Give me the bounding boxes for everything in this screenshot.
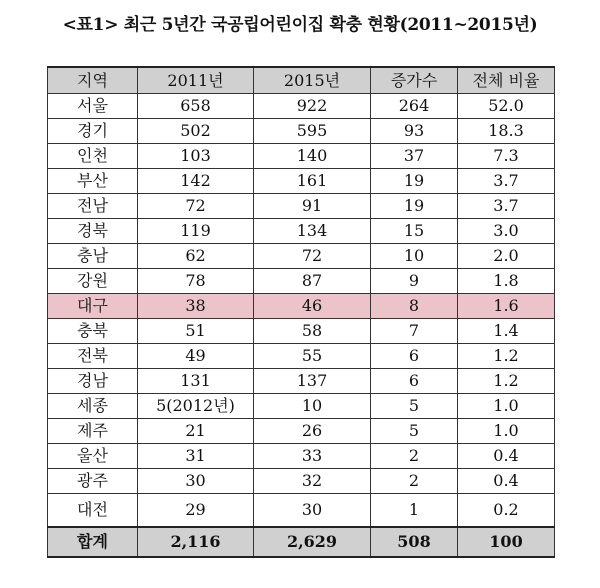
value-2011-cell: 502 [138,119,254,144]
share-cell: 1.2 [458,369,555,394]
header-row [48,67,555,94]
value-2015-cell: 137 [254,369,371,394]
value-2011-cell: 62 [138,244,254,269]
table-row [48,419,555,444]
value-2011-cell: 51 [138,319,254,344]
region-cell: 대전 [48,494,138,528]
increase-cell: 8 [371,294,458,319]
table-row [48,219,555,244]
increase-cell: 6 [371,344,458,369]
value-2011-cell: 30 [138,469,254,494]
total-label: 합계 [48,527,138,557]
share-cell: 1.8 [458,269,555,294]
value-2015-cell: 595 [254,119,371,144]
facility-expansion-table [47,66,555,558]
increase-cell: 6 [371,369,458,394]
value-2011-cell: 31 [138,444,254,469]
value-2011-cell: 49 [138,344,254,369]
table-row [48,144,555,169]
value-2015-cell: 72 [254,244,371,269]
region-cell: 전북 [48,344,138,369]
increase-cell: 9 [371,269,458,294]
region-cell: 강원 [48,269,138,294]
table-row [48,344,555,369]
header-region: 지역 [48,67,138,94]
value-2015-cell: 32 [254,469,371,494]
table-row [48,394,555,419]
region-cell: 광주 [48,469,138,494]
header-2015: 2015년 [254,67,371,94]
share-cell: 1.0 [458,419,555,444]
table-row [48,469,555,494]
table-row [48,194,555,219]
value-2011-cell: 103 [138,144,254,169]
share-cell: 1.2 [458,344,555,369]
share-cell: 0.4 [458,469,555,494]
share-cell: 2.0 [458,244,555,269]
value-2011-cell: 119 [138,219,254,244]
table-row [48,119,555,144]
value-2015-cell: 10 [254,394,371,419]
increase-cell: 5 [371,394,458,419]
increase-cell: 1 [371,494,458,528]
value-2011-cell: 142 [138,169,254,194]
value-2015-cell: 46 [254,294,371,319]
table-row [48,369,555,394]
region-cell: 전남 [48,194,138,219]
value-2015-cell: 140 [254,144,371,169]
value-2011-cell: 658 [138,94,254,119]
header-increase: 증가수 [371,67,458,94]
value-2011-cell: 29 [138,494,254,528]
region-cell: 부산 [48,169,138,194]
total-increase: 508 [371,527,458,557]
table-row [48,444,555,469]
share-cell: 7.3 [458,144,555,169]
region-cell: 충남 [48,244,138,269]
share-cell: 3.0 [458,219,555,244]
value-2015-cell: 87 [254,269,371,294]
region-cell: 대구 [48,294,138,319]
share-cell: 1.4 [458,319,555,344]
region-cell: 경기 [48,119,138,144]
share-cell: 1.6 [458,294,555,319]
increase-cell: 7 [371,319,458,344]
region-cell: 울산 [48,444,138,469]
header-2011: 2011년 [138,67,254,94]
table-row [48,269,555,294]
total-2015: 2,629 [254,527,371,557]
increase-cell: 10 [371,244,458,269]
value-2011-cell: 72 [138,194,254,219]
table-row [48,494,555,528]
table-row [48,319,555,344]
region-cell: 충북 [48,319,138,344]
value-2015-cell: 161 [254,169,371,194]
share-cell: 52.0 [458,94,555,119]
region-cell: 인천 [48,144,138,169]
share-cell: 1.0 [458,394,555,419]
value-2015-cell: 58 [254,319,371,344]
highlighted-row [48,294,555,319]
region-cell: 경남 [48,369,138,394]
region-cell: 세종 [48,394,138,419]
increase-cell: 15 [371,219,458,244]
value-2015-cell: 30 [254,494,371,528]
header-share: 전체 비율 [458,67,555,94]
region-cell: 서울 [48,94,138,119]
region-cell: 경북 [48,219,138,244]
value-2015-cell: 55 [254,344,371,369]
share-cell: 0.4 [458,444,555,469]
value-2011-cell: 5(2012년) [138,394,254,419]
value-2011-cell: 78 [138,269,254,294]
value-2011-cell: 131 [138,369,254,394]
total-share: 100 [458,527,555,557]
table-row [48,169,555,194]
table-row [48,94,555,119]
value-2015-cell: 922 [254,94,371,119]
increase-cell: 2 [371,444,458,469]
value-2011-cell: 38 [138,294,254,319]
increase-cell: 5 [371,419,458,444]
value-2011-cell: 21 [138,419,254,444]
value-2015-cell: 134 [254,219,371,244]
increase-cell: 37 [371,144,458,169]
share-cell: 18.3 [458,119,555,144]
share-cell: 0.2 [458,494,555,528]
share-cell: 3.7 [458,169,555,194]
increase-cell: 19 [371,169,458,194]
table-title: <표1> 최근 5년간 국공립어린이집 확충 현황(2011~2015년) [62,15,538,35]
table-row [48,244,555,269]
total-row [48,527,555,557]
total-2011: 2,116 [138,527,254,557]
share-cell: 3.7 [458,194,555,219]
value-2015-cell: 33 [254,444,371,469]
value-2015-cell: 26 [254,419,371,444]
increase-cell: 93 [371,119,458,144]
increase-cell: 19 [371,194,458,219]
increase-cell: 2 [371,469,458,494]
increase-cell: 264 [371,94,458,119]
region-cell: 제주 [48,419,138,444]
value-2015-cell: 91 [254,194,371,219]
table-body [48,94,555,528]
